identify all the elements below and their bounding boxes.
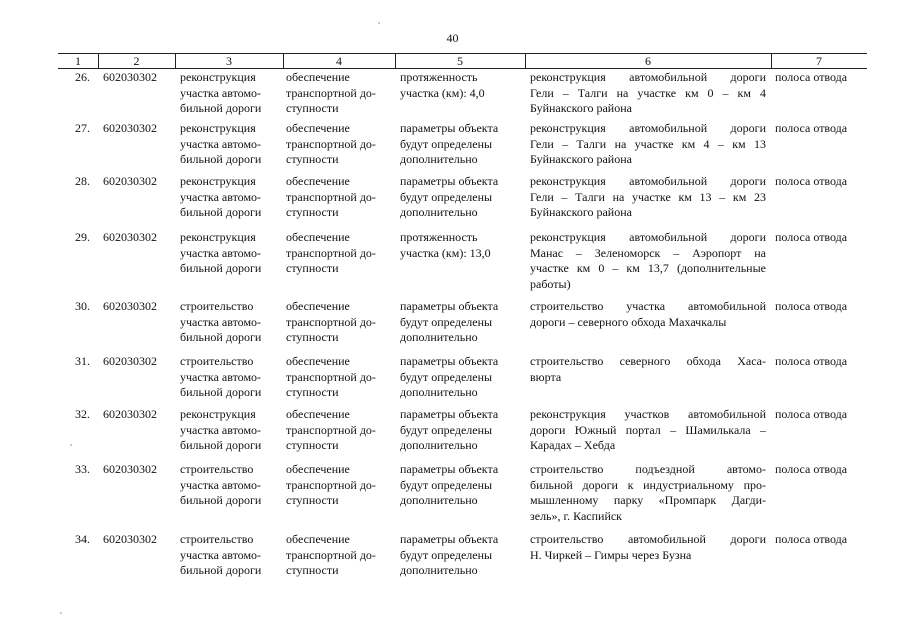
parameters-line: будут определены xyxy=(400,422,493,437)
work-type-line: бильной дороги xyxy=(180,330,262,344)
work-type xyxy=(180,354,275,401)
parameters-line: параметры объекта xyxy=(400,121,499,135)
parameters xyxy=(400,174,520,221)
parameters-line: будут определены xyxy=(400,369,493,384)
parameters-line: дополнительно xyxy=(400,563,478,577)
object-description-line: строительство подъездной автомо- xyxy=(530,462,766,476)
zone-type: полоса отвода xyxy=(775,230,848,244)
work-type-line: участка автомо- xyxy=(180,547,262,562)
work-type-line: бильной дороги xyxy=(180,261,262,275)
header-col-6: 6 xyxy=(645,54,651,68)
object-description xyxy=(530,532,766,563)
page-number: 40 xyxy=(446,31,459,45)
parameters xyxy=(400,462,520,509)
object-description-line: строительство северного обхода Хаса- xyxy=(530,354,766,368)
purpose-line: ступности xyxy=(286,261,339,275)
work-type-line: строительство xyxy=(180,354,254,368)
work-type-line: участка автомо- xyxy=(180,314,262,329)
purpose-line: обеспечение xyxy=(286,230,350,244)
object-description-line: дороги – северного обхода Махачкалы xyxy=(530,314,727,329)
object-description-line: Гели – Талги на участке км 4 – км 13 xyxy=(530,136,766,151)
purpose-line: транспортной до- xyxy=(286,369,376,384)
parameters-line: параметры объекта xyxy=(400,299,499,313)
row-code: 602030302 xyxy=(103,532,157,546)
zone-type: полоса отвода xyxy=(775,299,848,313)
object-description-line: реконструкция автомобильной дороги xyxy=(530,70,766,84)
header-col-7: 7 xyxy=(816,54,822,68)
object-description-line: строительство автомобильной дороги xyxy=(530,532,766,546)
purpose-line: обеспечение xyxy=(286,174,350,188)
work-type xyxy=(180,462,275,509)
scan-speck xyxy=(378,22,380,24)
purpose-line: транспортной до- xyxy=(286,85,376,100)
header-divider xyxy=(175,53,176,68)
object-description-line: реконструкция автомобильной дороги xyxy=(530,174,766,188)
row-code: 602030302 xyxy=(103,354,157,368)
work-type-line: участка автомо- xyxy=(180,477,262,492)
object-description-line: Буйнакского района xyxy=(530,152,632,166)
purpose-line: транспортной до- xyxy=(286,477,376,492)
work-type-line: строительство xyxy=(180,299,254,313)
purpose-line: обеспечение xyxy=(286,121,350,135)
work-type-line: строительство xyxy=(180,532,254,546)
work-type xyxy=(180,70,275,117)
row-code: 602030302 xyxy=(103,407,157,421)
work-type xyxy=(180,532,275,579)
object-description-line: работы) xyxy=(530,276,571,291)
parameters xyxy=(400,354,520,401)
parameters-line: будут определены xyxy=(400,314,493,329)
object-description-line: мышленному парку «Промпарк Дагди- xyxy=(530,493,766,507)
purpose-line: ступности xyxy=(286,438,339,452)
purpose-line: транспортной до- xyxy=(286,547,376,562)
row-number: 34. xyxy=(75,532,90,546)
parameters-line: протяженность xyxy=(400,230,478,244)
scan-speck xyxy=(60,612,62,614)
object-description-line: Карадах – Хебда xyxy=(530,438,616,452)
purpose-line: обеспечение xyxy=(286,299,350,313)
header-divider xyxy=(525,53,526,68)
header-col-5: 5 xyxy=(457,54,463,68)
object-description xyxy=(530,174,766,221)
parameters xyxy=(400,299,520,346)
purpose-line: ступности xyxy=(286,563,339,577)
header-col-2: 2 xyxy=(133,54,140,68)
header-col-1: 1 xyxy=(75,54,81,68)
purpose-line: транспортной до- xyxy=(286,422,376,437)
object-description-line: участке км 0 – км 13,7 (дополнительные xyxy=(530,261,766,275)
zone-type: полоса отвода xyxy=(775,407,848,421)
object-description-line: Манас – Зеленоморск – Аэропорт на xyxy=(530,245,766,260)
work-type xyxy=(180,407,275,454)
work-type-line: строительство xyxy=(180,462,254,476)
row-number: 28. xyxy=(75,174,90,188)
work-type-line: бильной дороги xyxy=(180,152,262,166)
zone-type: полоса отвода xyxy=(775,121,848,135)
purpose-line: обеспечение xyxy=(286,354,350,368)
work-type xyxy=(180,174,275,221)
purpose-line: ступности xyxy=(286,330,339,344)
row-number: 27. xyxy=(75,121,90,135)
purpose-line: ступности xyxy=(286,385,339,399)
object-description-line: Гели – Талги на участке км 13 – км 23 xyxy=(530,189,766,204)
zone-type: полоса отвода xyxy=(775,532,848,546)
object-description-line: строительство участка автомобильной xyxy=(530,299,766,313)
row-number: 32. xyxy=(75,407,90,421)
parameters-line: будут определены xyxy=(400,477,493,492)
header-divider xyxy=(283,53,284,68)
work-type-line: бильной дороги xyxy=(180,385,262,399)
work-type-line: участка автомо- xyxy=(180,245,262,260)
object-description-line: Н. Чиркей – Гимры через Бузна xyxy=(530,547,692,562)
parameters xyxy=(400,407,520,454)
work-type-line: бильной дороги xyxy=(180,205,262,219)
parameters-line: дополнительно xyxy=(400,385,478,399)
parameters-line: параметры объекта xyxy=(400,407,499,421)
work-type-line: реконструкция xyxy=(180,230,256,244)
purpose-line: обеспечение xyxy=(286,70,350,84)
purpose xyxy=(286,299,391,346)
row-code: 602030302 xyxy=(103,299,157,313)
parameters xyxy=(400,70,520,101)
object-description-line: бильной дороги к индустриальному про- xyxy=(530,477,766,492)
work-type-line: участка автомо- xyxy=(180,85,262,100)
row-code: 602030302 xyxy=(103,230,157,244)
row-code: 602030302 xyxy=(103,121,157,135)
object-description xyxy=(530,121,766,168)
header-col-3: 3 xyxy=(226,54,232,68)
purpose-line: ступности xyxy=(286,493,339,507)
purpose xyxy=(286,354,391,401)
header-divider xyxy=(98,53,99,68)
purpose xyxy=(286,70,391,117)
row-number: 26. xyxy=(75,70,90,84)
object-description xyxy=(530,299,766,330)
purpose-line: транспортной до- xyxy=(286,245,376,260)
purpose xyxy=(286,407,391,454)
purpose xyxy=(286,532,391,579)
purpose-line: обеспечение xyxy=(286,407,350,421)
object-description xyxy=(530,230,766,292)
parameters-line: дополнительно xyxy=(400,152,478,166)
parameters-line: дополнительно xyxy=(400,493,478,507)
work-type-line: участка автомо- xyxy=(180,136,262,151)
object-description xyxy=(530,407,766,454)
work-type-line: реконструкция xyxy=(180,174,256,188)
object-description-line: Буйнакского района xyxy=(530,101,632,115)
work-type xyxy=(180,121,275,168)
row-number: 31. xyxy=(75,354,90,368)
row-code: 602030302 xyxy=(103,70,157,84)
row-number: 29. xyxy=(75,230,90,244)
purpose-line: ступности xyxy=(286,152,339,166)
zone-type: полоса отвода xyxy=(775,354,848,368)
parameters-line: параметры объекта xyxy=(400,462,499,476)
parameters-line: протяженность xyxy=(400,70,478,84)
object-description xyxy=(530,462,766,524)
work-type-line: реконструкция xyxy=(180,70,256,84)
object-description-line: реконструкция участков автомобильной xyxy=(530,407,766,421)
header-divider xyxy=(771,53,772,68)
work-type-line: бильной дороги xyxy=(180,101,262,115)
zone-type: полоса отвода xyxy=(775,462,848,476)
table-header-row xyxy=(58,53,867,69)
parameters-line: дополнительно xyxy=(400,330,478,344)
work-type-line: бильной дороги xyxy=(180,438,262,452)
scan-speck xyxy=(70,444,72,446)
row-number: 30. xyxy=(75,299,90,313)
object-description-line: дороги Южный портал – Шамилькала – xyxy=(530,422,766,437)
object-description-line: Гели – Талги на участке км 0 – км 4 xyxy=(530,85,766,100)
parameters xyxy=(400,121,520,168)
purpose-line: транспортной до- xyxy=(286,314,376,329)
purpose-line: транспортной до- xyxy=(286,189,376,204)
parameters-line: участка (км): 13,0 xyxy=(400,245,491,260)
work-type-line: участка автомо- xyxy=(180,189,262,204)
purpose-line: ступности xyxy=(286,205,339,219)
purpose xyxy=(286,230,391,277)
purpose-line: транспортной до- xyxy=(286,136,376,151)
work-type-line: бильной дороги xyxy=(180,563,262,577)
work-type xyxy=(180,299,275,346)
parameters-line: участка (км): 4,0 xyxy=(400,85,485,100)
object-description-line: вюрта xyxy=(530,369,562,384)
object-description xyxy=(530,70,766,117)
header-col-4: 4 xyxy=(336,54,342,68)
parameters-line: будут определены xyxy=(400,136,493,151)
purpose xyxy=(286,462,391,509)
purpose-line: ступности xyxy=(286,101,339,115)
zone-type: полоса отвода xyxy=(775,174,848,188)
work-type-line: участка автомо- xyxy=(180,422,262,437)
object-description-line: реконструкция автомобильной дороги xyxy=(530,121,766,135)
header-divider xyxy=(395,53,396,68)
row-number: 33. xyxy=(75,462,90,476)
parameters-line: параметры объекта xyxy=(400,174,499,188)
parameters xyxy=(400,532,520,579)
parameters-line: дополнительно xyxy=(400,205,478,219)
work-type-line: реконструкция xyxy=(180,121,256,135)
parameters-line: параметры объекта xyxy=(400,354,499,368)
row-code: 602030302 xyxy=(103,462,157,476)
work-type-line: бильной дороги xyxy=(180,493,262,507)
zone-type: полоса отвода xyxy=(775,70,848,84)
purpose xyxy=(286,121,391,168)
work-type-line: участка автомо- xyxy=(180,369,262,384)
parameters xyxy=(400,230,520,261)
work-type xyxy=(180,230,275,277)
work-type-line: реконструкция xyxy=(180,407,256,421)
object-description-line: зель», г. Каспийск xyxy=(530,508,623,523)
object-description-line: Буйнакского района xyxy=(530,205,632,219)
purpose-line: обеспечение xyxy=(286,532,350,546)
purpose-line: обеспечение xyxy=(286,462,350,476)
row-code: 602030302 xyxy=(103,174,157,188)
object-description-line: реконструкция автомобильной дороги xyxy=(530,230,766,244)
parameters-line: будут определены xyxy=(400,189,493,204)
parameters-line: дополнительно xyxy=(400,438,478,452)
purpose xyxy=(286,174,391,221)
parameters-line: будут определены xyxy=(400,547,493,562)
object-description xyxy=(530,354,766,385)
parameters-line: параметры объекта xyxy=(400,532,499,546)
